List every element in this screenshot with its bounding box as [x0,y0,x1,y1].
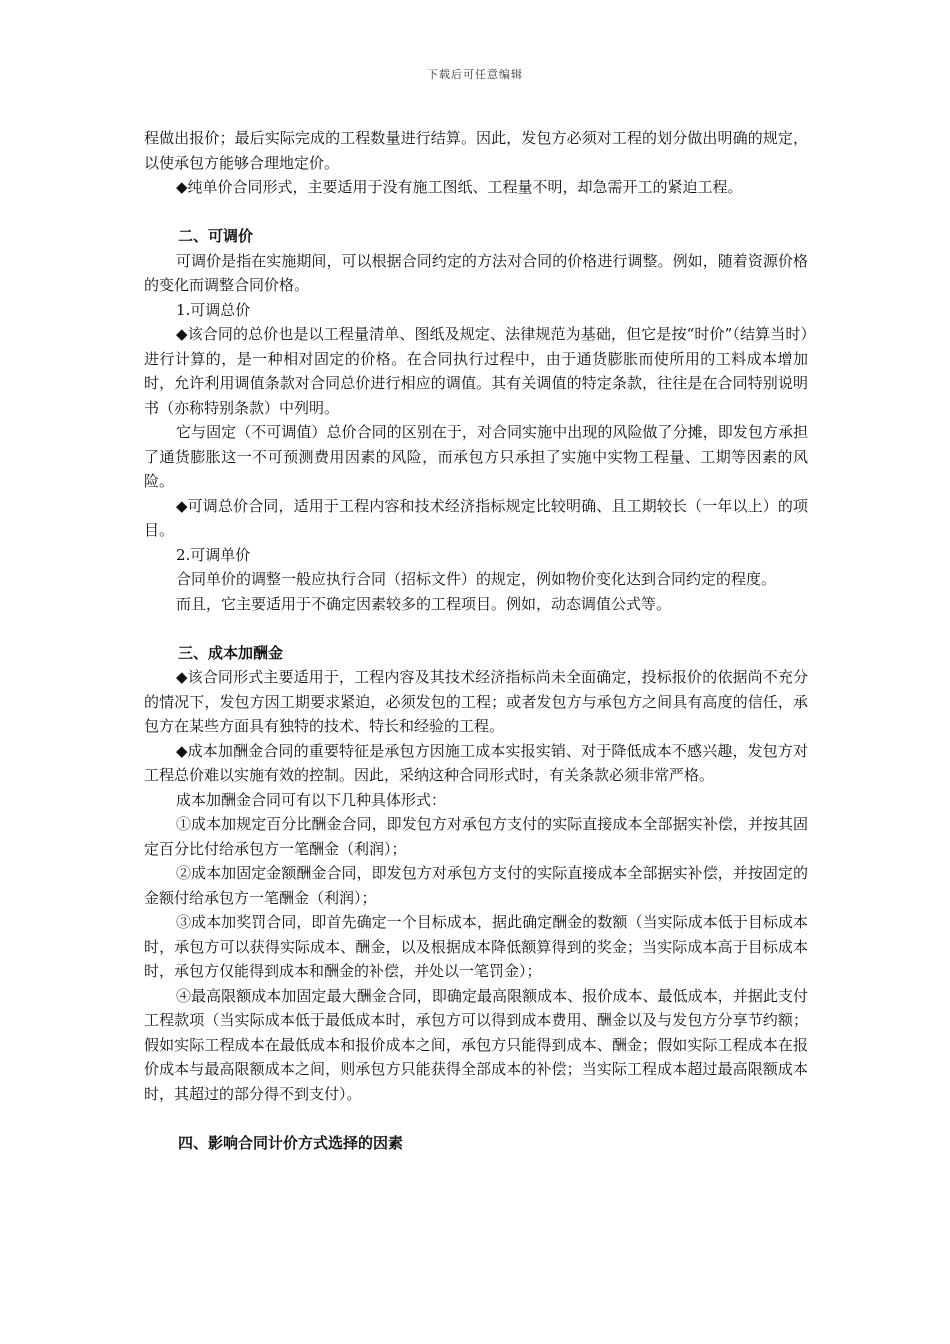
paragraph: ◆可调总价合同，适用于工程内容和技术经济指标规定比较明确、且工期较长（一年以上）的项目。 [144,496,808,539]
subheading: 1.可调总价 [176,300,251,319]
list-item: ③成本加奖罚合同，即首先确定一个目标成本，据此确定酬金的数额（当实际成本低于目标成本时，承包方可以获得实际成本、酬金，以及根据成本降低额算得到的奖金；当实际成本高于目标成本时，承包方仅能得到成本和酬金的补偿，并处以一笔罚金）； [144,913,808,980]
paragraph: ◆该合同的总价也是以工程量清单、图纸及规定、法律规范为基础，但它是按“时价”（结算当时）进行计算的，是一种相对固定的价格。在合同执行过程中，由于通货膨胀而使所用的工料成本增加时，允许利用调值条款对合同总价进行相应的调值。其有关调值的特定条款，往往是在合同特别说明书（亦称特别条款）中列明。 [144,325,808,417]
spacer [144,616,808,641]
section-heading-2: 二、可调价 [178,227,254,245]
section-heading-4: 四、影响合同计价方式选择的因素 [178,1133,404,1152]
paragraph: 程做出报价；最后实际完成的工程数量进行结算。因此，发包方必须对工程的划分做出明确的规定，以使承包方能够合理地定价。 [144,129,808,172]
paragraph: ◆成本加酬金合同的重要特征是承包方因施工成本实报实销、对于降低成本不感兴趣，发包方对工程总价难以实施有效的控制。因此，采纳这种合同形式时，有关条款必须非常严格。 [144,741,808,784]
paragraph: ◆该合同形式主要适用于，工程内容及其技术经济指标尚未全面确定，投标报价的依据尚不充分的情况下，发包方因工期要求紧迫，必须发包的工程；或者发包方与承包方之间具有高度的信任，承包方在某些方面具有独特的技术、特长和经验的工程。 [144,668,808,735]
list-item: ①成本加规定百分比酬金合同，即发包方对承包方支付的实际直接成本全部据实补偿，并按其固定百分比付给承包方一笔酬金（利润）； [144,815,808,858]
paragraph: 合同单价的调整一般应执行合同（招标文件）的规定，例如物价变化达到合同约定的程度。 [176,570,777,588]
subheading: 2.可调单价 [176,545,251,564]
paragraph: ◆纯单价合同形式，主要适用于没有施工图纸、工程量不明，却急需开工的紧迫工程。 [176,178,743,196]
page-header-note: 下载后可任意编辑 [427,68,523,81]
spacer [144,1106,808,1131]
paragraph: 它与固定（不可调值）总价合同的区别在于，对合同实施中出现的风险做了分摊，即发包方承担了通货膨胀这一不可预测费用因素的风险，而承包方只承担了实施中实物工程量、工期等因素的风险。 [144,423,808,490]
paragraph: 而且，它主要适用于不确定因素较多的工程项目。例如，动态调值公式等。 [176,594,672,613]
document-body [144,126,808,1155]
spacer [144,200,808,225]
list-item: ④最高限额成本加固定最大酬金合同，即确定最高限额成本、报价成本、最低成本，并据此支付工程款项（当实际成本低于最低成本时，承包方可以得到成本费用、酬金以及与发包方分享节约额；假如实际工程成本在最低成本和报价成本之间，承包方只能得到成本、酬金；假如实际工程成本在报价成本与最高限额成本之间，则承包方只能获得全部成本的补偿；当实际工程成本超过最高限额成本时，其超过的部分得不到支付）。 [144,986,808,1103]
paragraph: 成本加酬金合同可有以下几种具体形式： [176,790,447,809]
section-heading-3: 三、成本加酬金 [178,643,284,662]
paragraph: 可调价是指在实施期间，可以根据合同约定的方法对合同的价格进行调整。例如，随着资源价格的变化而调整合同价格。 [144,251,808,294]
list-item: ②成本加固定金额酬金合同，即发包方对承包方支付的实际直接成本全部据实补偿，并按固定的金额付给承包方一笔酬金（利润）； [144,864,808,907]
